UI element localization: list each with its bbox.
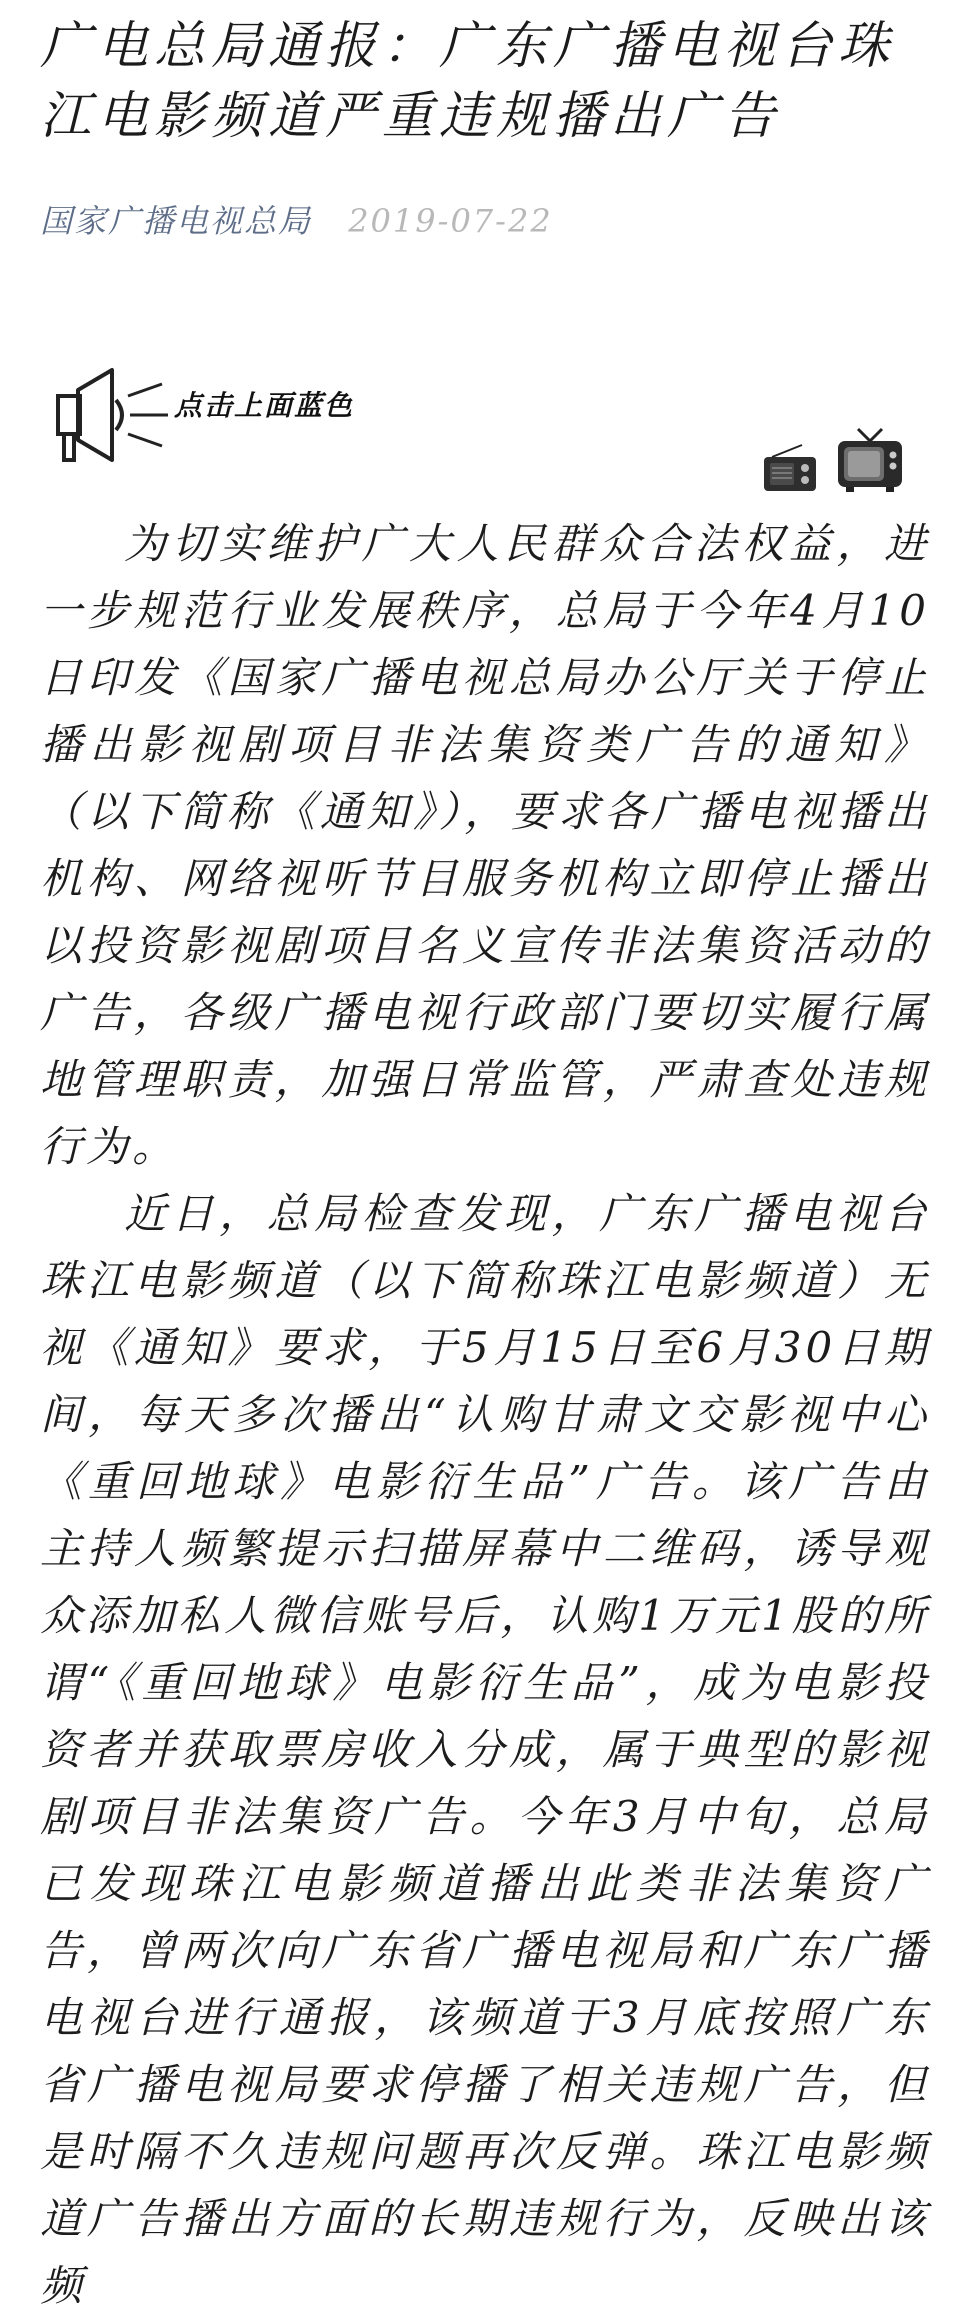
article-meta: [40, 196, 930, 242]
megaphone-icon: [50, 360, 170, 470]
body-paragraph-2: 近日，总局检查发现，广东广播电视台珠江电影频道（以下简称珠江电影频道）无视《通知》要求，于5月15日至6月30日期间，每天多次播出“认购甘肃文交影视中心《重回地球》电影衍生品”广告。该广告由主持人频繁提示扫描屏幕中二维码，诱导观众添加私人微信账号后，认购1万元1股的所谓“《重回地球》电影衍生品”，成为电影投资者并获取票房收入分成，属于典型的影视剧项目非法集资广告。今年3月中旬，总局已发现珠江电影频道播出此类非法集资广告，曾两次向广东省广播电视局和广东广播电视台进行通报，该频道于3月底按照广东省广播电视局要求停播了相关违规广告，但是时隔不久违规问题再次反弹。珠江电影频道广告播出方面的长期违规行为，反映出该频: [40, 1189, 930, 2310]
article-header: [40, 0, 930, 242]
article-source-link[interactable]: 国家广播电视总局: [40, 202, 313, 240]
radio-icon: [762, 443, 818, 493]
article-title: 广电总局通报：广东广播电视台珠江电影频道严重违规播出广告: [40, 17, 896, 146]
body-paragraph-1: 为切实维护广大人民群众合法权益，进一步规范行业发展秩序，总局于今年4月10日印发《国家广播电视总局办公厅关于停止播出影视剧项目非法集资类广告的通知》（以下简称《通知》），要求各广播电视播出机构、网络视听节目服务机构立即停止播出以投资影视剧项目名义宣传非法集资活动的广告，各级广播电视行政部门要切实履行属地管理职责，加强日常监管，严肃查处违规行为。: [40, 519, 930, 1171]
banner-text: 点击上面蓝色: [174, 389, 355, 422]
tv-icon: [836, 425, 904, 493]
follow-banner[interactable]: [50, 360, 400, 470]
article-date: 2019-07-22: [348, 202, 553, 240]
article-body: [40, 510, 930, 2319]
